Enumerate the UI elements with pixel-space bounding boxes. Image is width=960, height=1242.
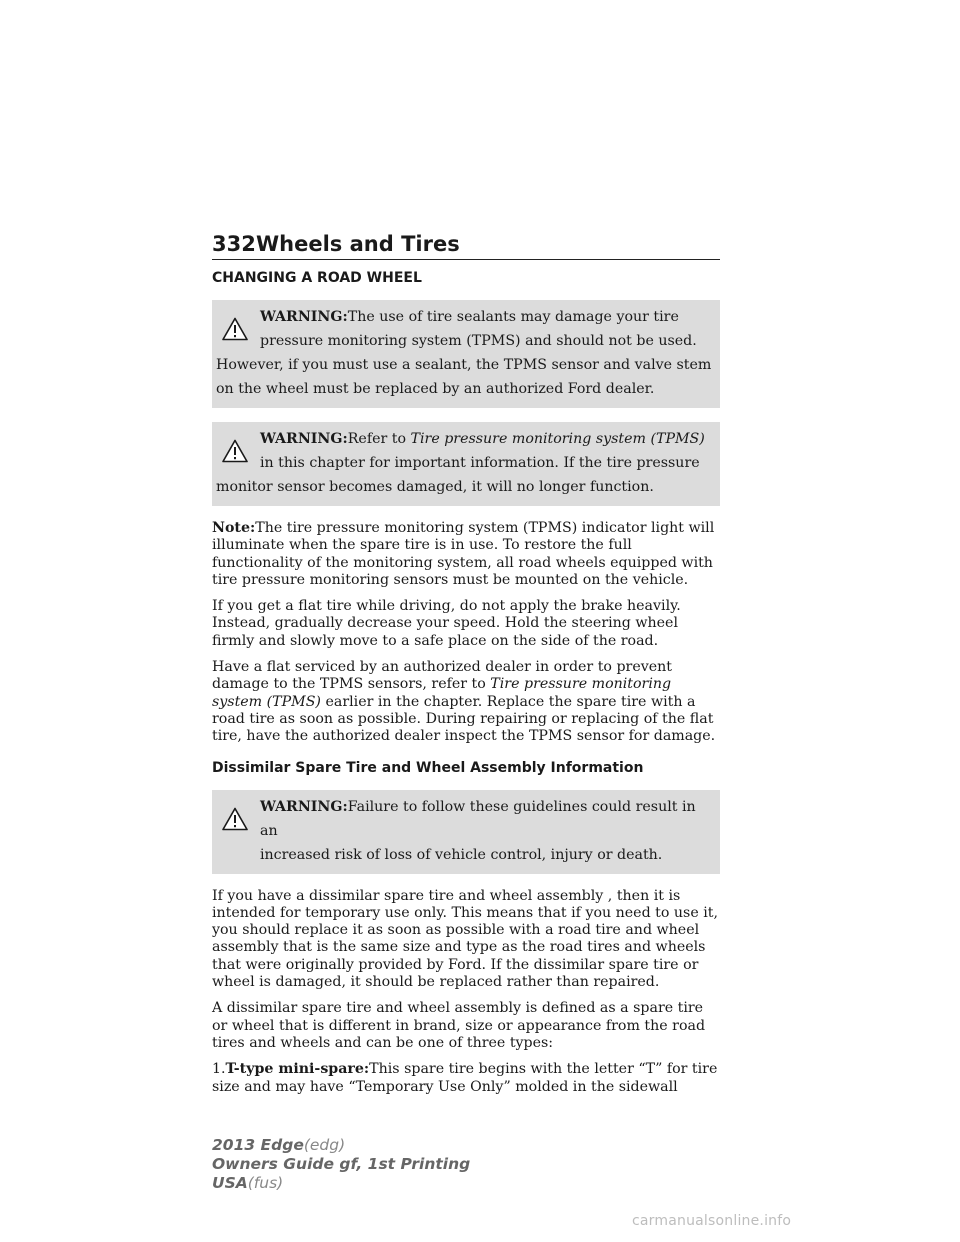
- list-item-t-type: [212, 1061, 720, 1096]
- page-number: 332: [212, 232, 256, 256]
- subsection-title: Dissimilar Spare Tire and Wheel Assembly Information: [212, 759, 644, 776]
- page-header: [212, 229, 720, 260]
- warning-box-sealant: [212, 300, 720, 408]
- warning-text-line2: increased risk of loss of vehicle control, injury or death.: [260, 846, 663, 863]
- chapter-title: Wheels and Tires: [256, 232, 460, 256]
- warning-triangle-icon: [216, 305, 260, 353]
- warning-triangle-icon: [216, 427, 260, 475]
- flat-tire-paragraph: If you get a flat tire while driving, do not apply the brake heavily. Instead, gradually decrease your speed. Hold the steering wheel firmly and slowly move to a safe place on the side of the road.: [212, 598, 681, 649]
- cross-reference: Tire pressure monitoring system (TPMS): [212, 676, 672, 710]
- list-number: 1.: [212, 1061, 226, 1078]
- print-footer: [212, 1136, 470, 1193]
- list-item-text: This spare tire begins with the letter “T” for tire size and may have “Temporary Use Only” molded in the sidewall: [212, 1061, 718, 1095]
- warning-text-line1: Failure to follow these guidelines could result in an: [260, 798, 696, 839]
- list-item-label: T-type mini-spare:: [225, 1061, 370, 1078]
- warning-box-guidelines: [212, 790, 720, 874]
- page-content: [212, 268, 720, 1105]
- warning-label: WARNING:: [260, 309, 348, 325]
- footer-model: 2013 Edge: [212, 1136, 304, 1154]
- warning-text-pre: Refer to: [347, 431, 411, 447]
- service-paragraph: Have a flat serviced by an authorized dealer in order to prevent damage to the TPMS sensors, refer to Tire pressure monitoring system (TPMS) earlier in the chapter. Replace the spare tire with a road tire as soon as possible. During repairing or replacing of the flat tire, have the authorized dealer inspect the TPMS sensor for damage.: [212, 659, 716, 745]
- footer-guide: Owners Guide gf, 1st Printing: [212, 1155, 471, 1173]
- footer-region: USA: [212, 1174, 248, 1192]
- note-text: The tire pressure monitoring system (TPMS) indicator light will illuminate when the spare tire is in use. To restore the full functionality of the monitoring system, all road wheels equipped with tire pressure monitoring sensors must be mounted on the vehicle.: [212, 520, 715, 588]
- footer-region-code: (fus): [247, 1174, 284, 1192]
- warning-box-tpms-damage: [212, 422, 720, 506]
- note-label: Note:: [212, 520, 256, 536]
- section-title: CHANGING A ROAD WHEEL: [212, 270, 422, 286]
- warning-text-line1: The use of tire sealants may damage your tire: [347, 309, 679, 325]
- warning-text-rest: monitor sensor becomes damaged, it will no longer function.: [216, 479, 654, 495]
- warning-label: WARNING:: [260, 798, 348, 815]
- dissimilar-paragraph: If you have a dissimilar spare tire and wheel assembly , then it is intended for temporary use only. This means that if you need to use it, you should replace it as soon as possible with a road tire and wheel assembly that is the same size and type as the road tires and wheels that were originally provided by Ford. If the dissimilar spare tire or wheel is damaged, it should be replaced rather than repaired.: [212, 887, 718, 991]
- warning-text-line2: in this chapter for important information. If the tire pressure: [260, 455, 700, 471]
- warning-triangle-icon: [216, 795, 260, 843]
- warning-label: WARNING:: [260, 431, 348, 447]
- note-paragraph: [212, 520, 720, 589]
- watermark-text: carmanualsonline.info: [632, 1213, 792, 1229]
- cross-reference: Tire pressure monitoring system (TPMS): [410, 431, 705, 447]
- warning-text-line2: pressure monitoring system (TPMS) and should not be used.: [260, 333, 697, 349]
- warning-text-rest: However, if you must use a sealant, the TPMS sensor and valve stem on the wheel must be replaced by an authorized Ford dealer.: [216, 357, 712, 397]
- footer-model-code: (edg): [303, 1136, 346, 1154]
- definition-paragraph: A dissimilar spare tire and wheel assembly is defined as a spare tire or wheel that is different in brand, size or appearance from the road tires and wheels and can be one of three types:: [212, 1000, 706, 1051]
